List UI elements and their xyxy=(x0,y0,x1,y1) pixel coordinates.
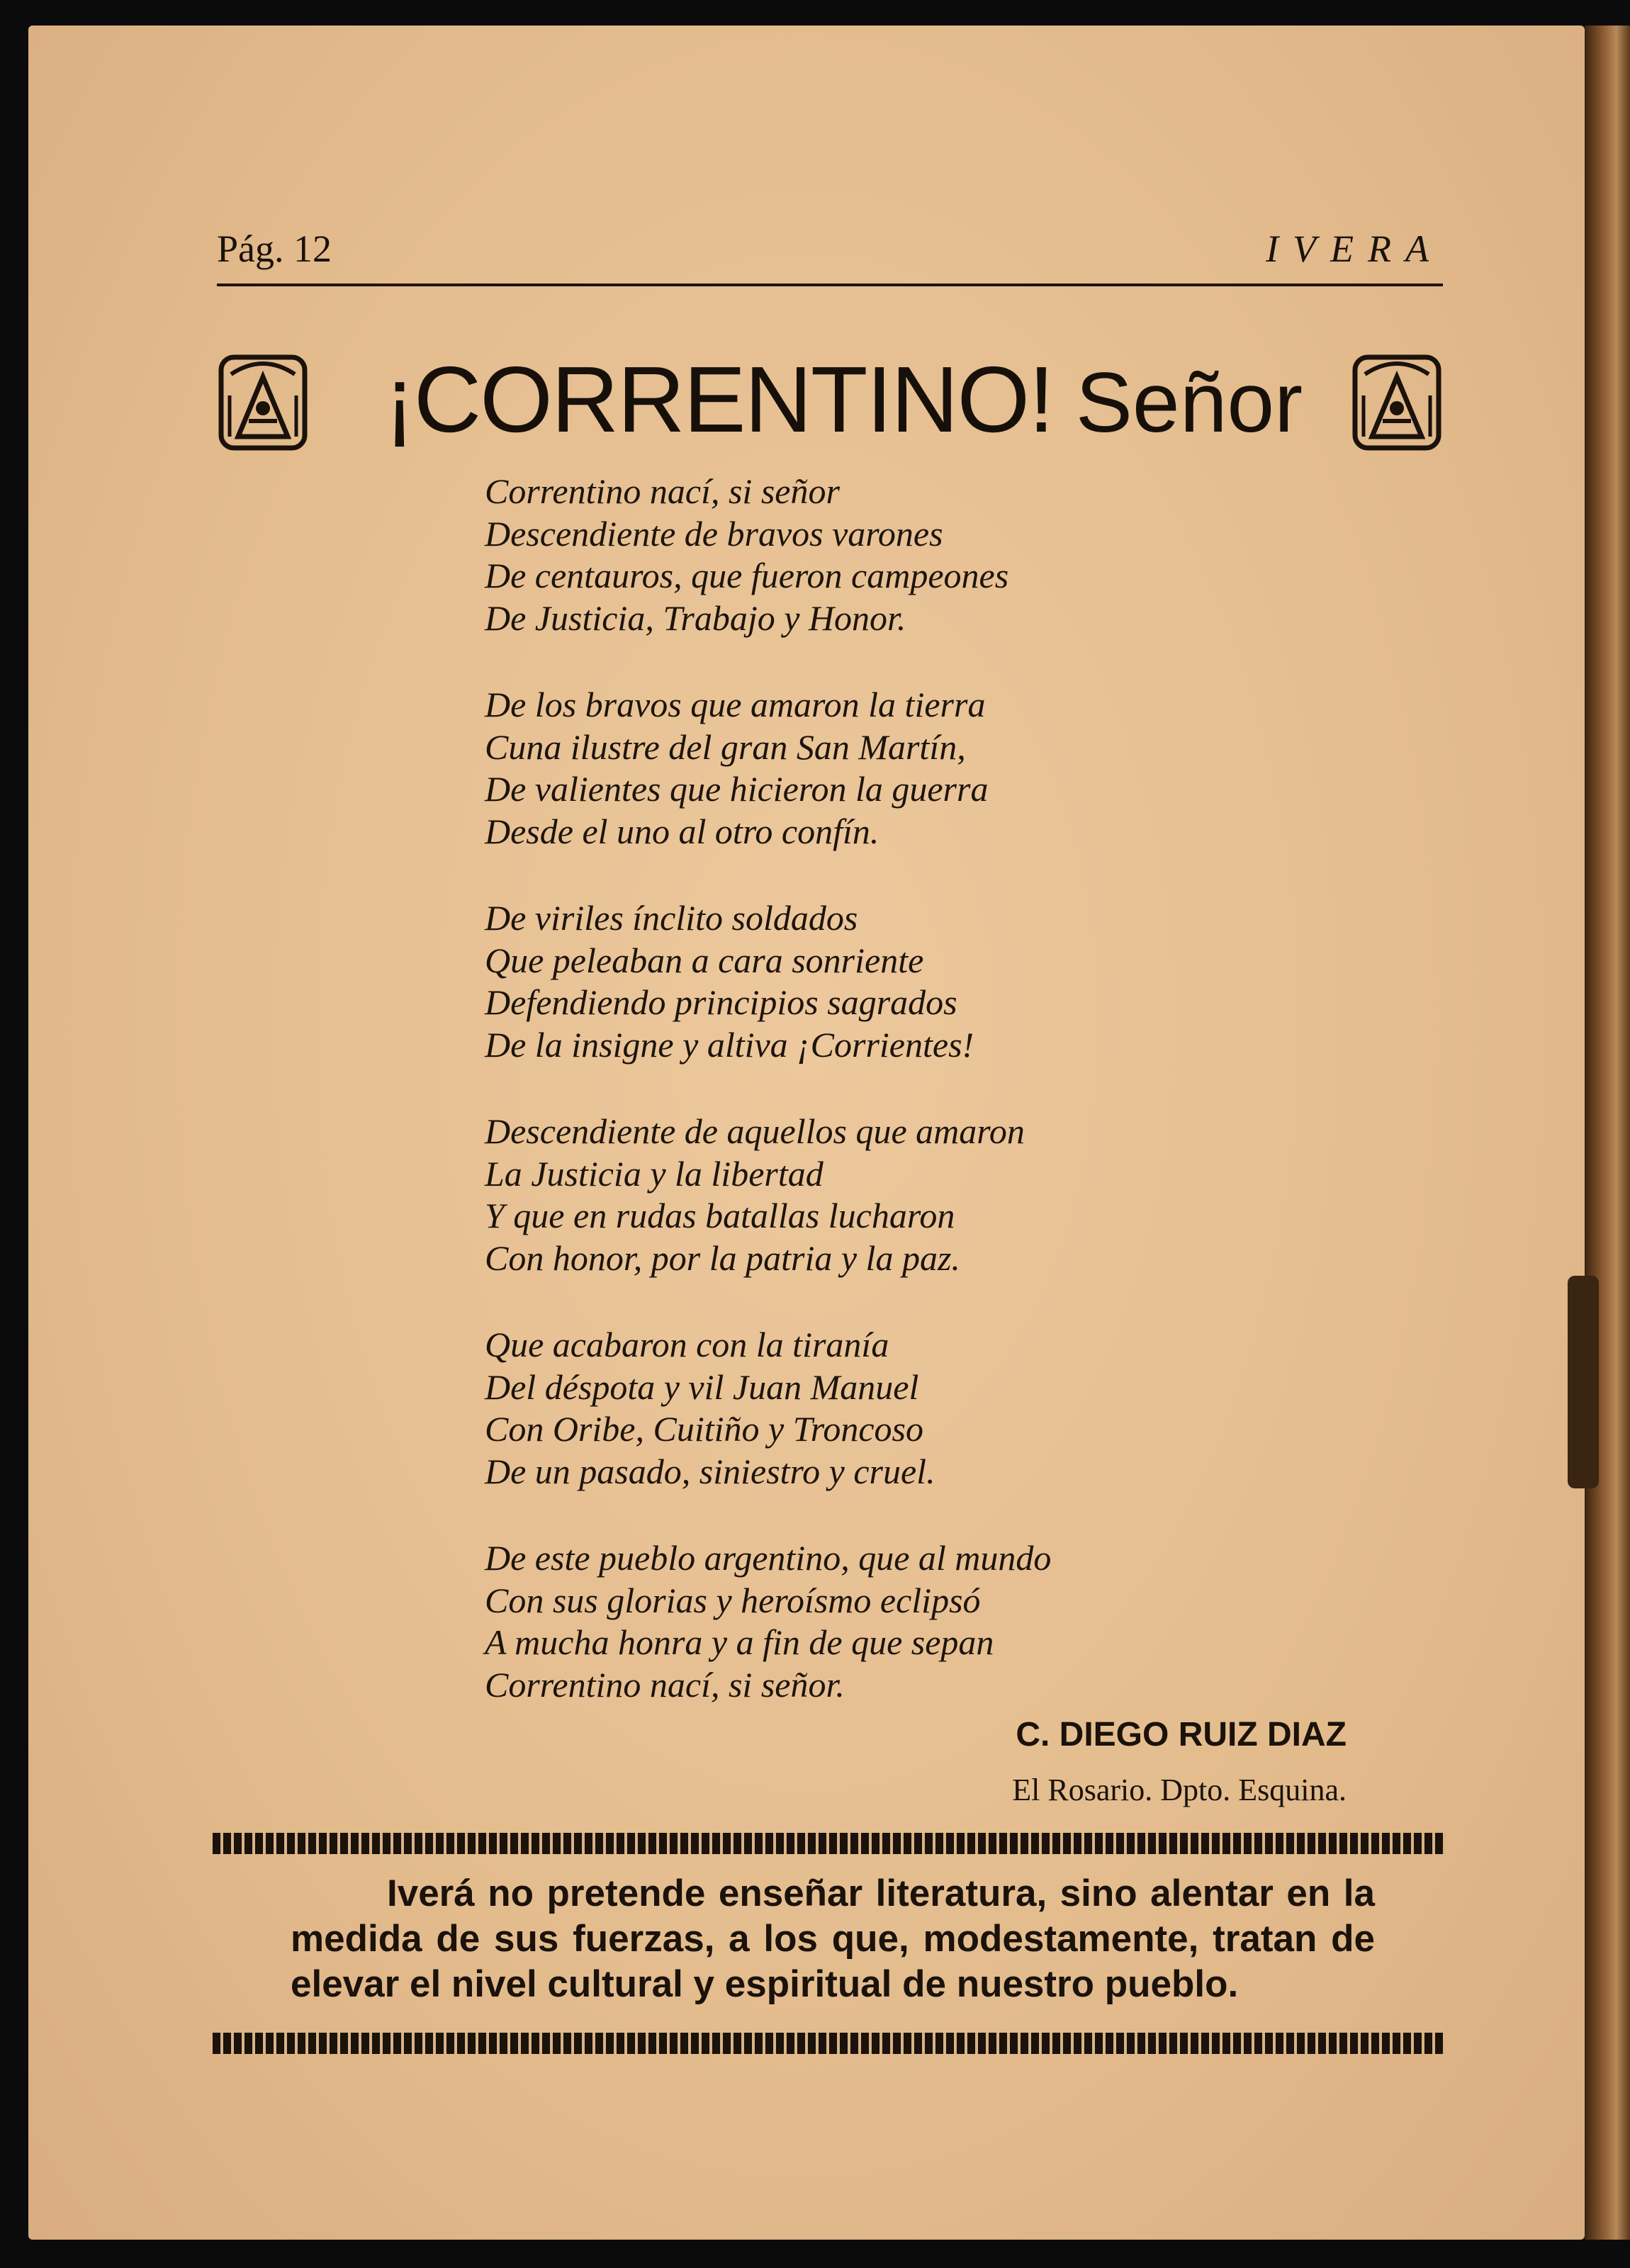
journal-name: IVERA xyxy=(1266,228,1443,270)
poem-line: Que acabaron con la tiranía xyxy=(485,1325,889,1364)
poem-line: De centauros, que fueron campeones xyxy=(485,556,1009,595)
poem-line: Descendiente de bravos varones xyxy=(485,513,943,554)
stanza xyxy=(485,897,1378,1066)
poem-line: Defendiendo principios sagrados xyxy=(485,982,957,1022)
poem-line: De la insigne y altiva ¡Corrientes! xyxy=(485,1024,974,1065)
note-line: elevar el nivel cultural y espiritual de nuestro pueblo. xyxy=(291,1963,1239,2005)
poem-line: Correntino nací, si señor. xyxy=(485,1664,845,1705)
title-row xyxy=(217,346,1443,459)
poem-line: Con Oribe, Cuitiño y Troncoso xyxy=(485,1409,924,1449)
decorative-band-bottom xyxy=(213,2033,1446,2054)
stanza xyxy=(485,684,1378,853)
note-line: Iverá no pretende enseñar literatura, sino alentar en la xyxy=(387,1873,1375,1914)
poem-line: Desde el uno al otro confín. xyxy=(485,811,879,851)
poem-line: Descendiente de aquellos que amaron xyxy=(485,1111,1025,1151)
stanza xyxy=(485,1537,1378,1706)
poem-body xyxy=(485,471,1378,1751)
poem-line: Cuna ilustre del gran San Martín, xyxy=(485,726,966,767)
header-rule xyxy=(217,284,1443,286)
stanza xyxy=(485,1111,1378,1279)
stanza xyxy=(485,1324,1378,1493)
poem-line: A mucha honra y a fin de que sepan xyxy=(485,1622,994,1662)
title-sub: Señor xyxy=(1075,355,1303,450)
poem-line: De los bravos que amaron la tierra xyxy=(485,685,986,724)
poem-line: Con honor, por la patria y la paz. xyxy=(485,1237,960,1278)
poem-line: Correntino nací, si señor xyxy=(485,471,840,511)
author-name: C. DIEGO RUIZ DIAZ xyxy=(1016,1716,1347,1753)
note-line: medida de sus fuerzas, a los que, modestamente, tratan de xyxy=(291,1918,1375,1960)
ornament-right-icon xyxy=(1351,353,1443,452)
page-number: Pág. 12 xyxy=(217,228,332,270)
poem-line: De un pasado, siniestro y cruel. xyxy=(485,1451,935,1491)
poem-line: Que peleaban a cara sonriente xyxy=(485,940,924,980)
poem-line: Del déspota y vil Juan Manuel xyxy=(485,1366,919,1407)
poem-line: De viriles ínclito soldados xyxy=(485,898,858,938)
poem-line: La Justicia y la libertad xyxy=(485,1153,824,1194)
editorial-note xyxy=(291,1871,1375,2007)
book-gutter xyxy=(1585,26,1630,2240)
poem-line: Y que en rudas batallas lucharon xyxy=(485,1196,955,1235)
poem-line: De este pueblo argentino, que al mundo xyxy=(485,1538,1052,1578)
decorative-band-top xyxy=(213,1833,1446,1854)
binding-clip xyxy=(1568,1276,1599,1488)
poem-title xyxy=(383,346,1304,453)
author-place: El Rosario. Dpto. Esquina. xyxy=(1012,1773,1347,1807)
poem-line: Con sus glorias y heroísmo eclipsó xyxy=(485,1580,981,1620)
poem-line: De Justicia, Trabajo y Honor. xyxy=(485,597,906,638)
ornament-left-icon xyxy=(217,353,309,452)
running-header xyxy=(217,227,1443,291)
stanza xyxy=(485,471,1378,639)
title-main: ¡CORRENTINO! xyxy=(383,347,1053,451)
poem-line: De valientes que hicieron la guerra xyxy=(485,769,989,809)
